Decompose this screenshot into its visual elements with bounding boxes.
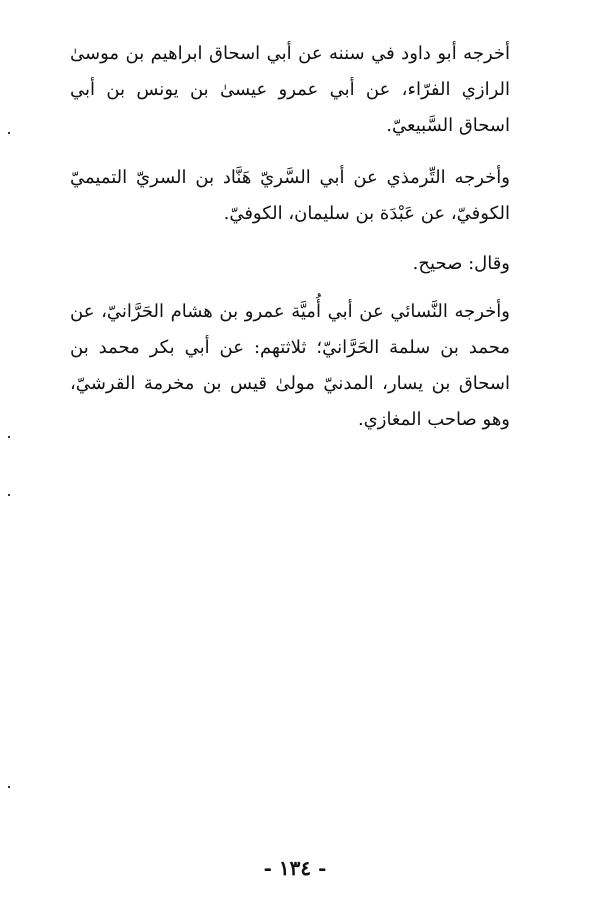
- scan-margin-mark: [8, 132, 10, 134]
- paragraph-abu-dawud: أخرجه أبو داود في سننه عن أبي اسحاق ابراهيم بن موسىٰ الرازي الفرّاء، عن أبي عمرو عيسىٰ بن يونس بن أبي اسحاق السَّبيعيّ.: [70, 43, 510, 136]
- scan-margin-mark: [8, 786, 10, 788]
- page-number: - ١٣٤ -: [263, 856, 327, 880]
- scan-margin-mark: [8, 494, 10, 496]
- paragraph-tirmidhi: وأخرجه التِّرمذي عن أبي السَّريّ هَنَّاد بن السريّ التميميّ الكوفيّ، عن عَبْدَة بن سليمان، الكوفيّ.: [70, 167, 510, 224]
- paragraph-tirmidhi-verdict: وقال: صحيح.: [412, 253, 510, 274]
- scan-margin-mark: [8, 436, 10, 438]
- paragraph-nasai: وأخرجه النَّسائي عن أبي أُميَّة عمرو بن هشام الحَرَّانيّ، عن محمد بن سلمة الحَرَّانيّ؛ ثلاثتهم: عن أبي بكر محمد بن اسحاق بن يسار، المدنيّ مولىٰ قيس بن مخرمة القرشيّ، وهو صاحب المغازي.: [70, 301, 510, 430]
